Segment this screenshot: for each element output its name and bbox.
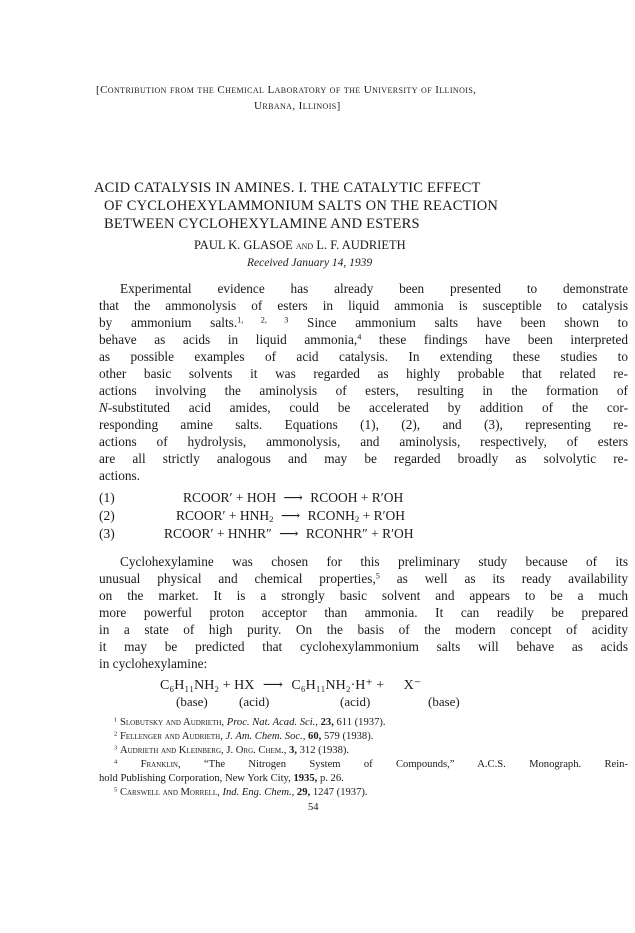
footnote-4: $^4$ Franklin, “The Nitrogen System of Compounds,” A.C.S. Monograph. Rein-: [114, 758, 628, 770]
footnote-3: $^3$ Audrieth and Kleinberg, J. Org. Chem., 3, 312 (1938).: [114, 744, 350, 756]
para2-line-6: it may be predicted that cyclohexylammonium salts will behave as acids: [99, 639, 628, 654]
equation-2: RCOOR′ + $HNH_2$ ⟶ $RCONH_2 + R'OH$: [176, 508, 406, 524]
equation-3: RCOOR′ + HNHR″ ⟶ RCONHR″ + R′OH: [164, 526, 414, 541]
received-date: Received January 14, 1939: [247, 257, 373, 269]
contribution-line-2: Urbana, Illinois]: [254, 100, 341, 112]
equation-1: RCOOR′ + HOH ⟶ RCOOH + R′OH: [183, 490, 404, 505]
equation-2-number: (2): [99, 508, 115, 523]
para1-line-6: other basic solvents it was regarded as highly probable that related re-: [99, 366, 628, 381]
acid-base-label-3: (acid): [340, 694, 371, 709]
article-title-line-2: OF CYCLOHEXYLAMMONIUM SALTS ON THE REACTION: [104, 198, 499, 214]
page-number: 54: [308, 802, 319, 813]
para1-line-9: responding amine salts. Equations (1), (2), and (3), representing re-: [99, 417, 628, 432]
acid-base-label-2: (acid): [239, 694, 270, 709]
equation-3-number: (3): [99, 526, 115, 541]
footnote-2: $^2$ Fellenger and Audrieth, J. Am. Chem. Soc., 60, 579 (1938).: [114, 730, 374, 742]
footnote-4-continued: hold Publishing Corporation, New York City, 1935, p. 26.: [99, 773, 344, 784]
para2-line-5: in a state of high purity. On the basis of the modern concept of acidity: [99, 622, 628, 637]
para2-line-3: on the market. It is a strongly basic solvent and appears to be a much: [99, 588, 628, 603]
authors: [194, 238, 406, 253]
acid-base-equation: C₆H₁₁NH₂ + HX ⟶ C₆H₁₁NH₂·H⁺ + X⁻: [160, 678, 422, 693]
acid-base-label-4: (base): [428, 694, 460, 709]
para2-line-7: in cyclohexylamine:: [99, 656, 208, 671]
para1-line-11: are all strictly analogous and may be regarded broadly as solvolytic re-: [99, 451, 628, 466]
para1-line-5: as possible examples of acid catalysis. In extending these studies to: [99, 349, 628, 364]
footnote-1: $^1$ Slobutsky and Audrieth, Proc. Nat. Acad. Sci., 23, 611 (1937).: [114, 716, 386, 728]
author-2: L. F. AUDRIETH: [316, 238, 406, 252]
para1-line-7: actions involving the aminolysis of esters, resulting in the formation of: [99, 383, 628, 398]
para1-line-10: actions of hydrolysis, ammonolysis, and aminolysis, respectively, of esters: [99, 434, 628, 449]
para1-line-8: N-substituted acid amides, could be accelerated by addition of the cor-: [99, 400, 628, 415]
para1-line-1: Experimental evidence has already been presented to demonstrate: [120, 281, 628, 296]
footnote-5: $^5$ Carswell and Morrell, Ind. Eng. Chem., 29, 1247 (1937).: [114, 786, 368, 798]
para1-line-3: by ammonium salts.$^{1, 2, 3}$ Since ammonium salts have been shown to: [99, 315, 628, 330]
author-1: PAUL K. GLASOE: [194, 238, 293, 252]
acid-base-label-1: (base): [176, 694, 208, 709]
para2-line-2: unusual physical and chemical properties,$^5$ as well as its ready availability: [99, 571, 628, 586]
article-title-line-1: ACID CATALYSIS IN AMINES. I. THE CATALYTIC EFFECT: [94, 180, 481, 196]
para1-line-2: that the ammonolysis of esters in liquid ammonia is susceptible to catalysis: [99, 298, 628, 313]
para1-line-12: actions.: [99, 468, 140, 483]
para2-line-1: Cyclohexylamine was chosen for this preliminary study because of its: [120, 554, 628, 569]
para2-line-4: more powerful proton acceptor than ammonia. It can readily be prepared: [99, 605, 628, 620]
contribution-line-1: [Contribution from the Chemical Laboratory of the University of Illinois,: [96, 84, 477, 96]
author-conjunction: and: [295, 240, 314, 252]
article-title-line-3: BETWEEN CYCLOHEXYLAMINE AND ESTERS: [104, 216, 420, 232]
para1-line-4: behave as acids in liquid ammonia,$^4$ these findings have been interpreted: [99, 332, 628, 347]
equation-1-number: (1): [99, 490, 115, 505]
